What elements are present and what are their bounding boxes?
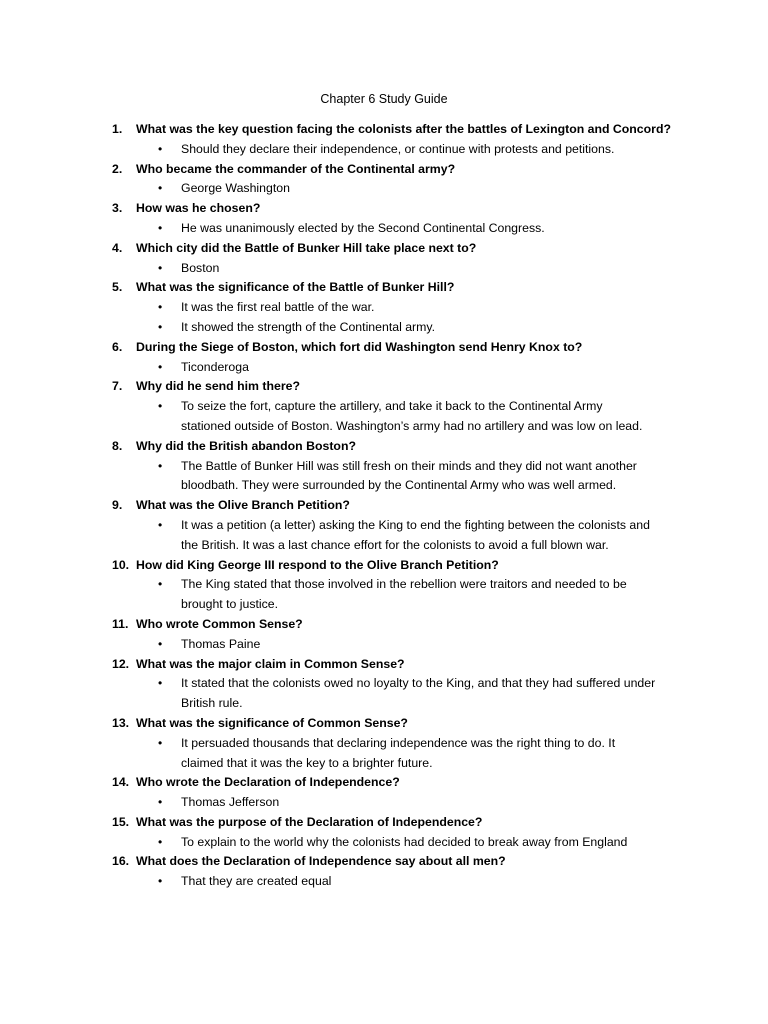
question-number: 6. [112, 339, 123, 354]
question-line [0, 852, 768, 872]
answer-item [0, 872, 768, 892]
question-item [0, 496, 768, 555]
bullet-icon: • [158, 359, 163, 374]
question-text: What was the significance of Common Sense? [136, 715, 408, 730]
answer-list [0, 793, 768, 813]
answer-text: It stated that the colonists owed no loyalty to the King, and that they had suffered under British rule. [181, 676, 656, 711]
answer-item [0, 734, 768, 774]
answer-item [0, 397, 768, 437]
question-number: 12. [112, 656, 130, 671]
question-line [0, 714, 768, 734]
question-text: During the Siege of Boston, which fort did Washington send Henry Knox to? [136, 339, 583, 354]
question-number: 2. [112, 161, 123, 176]
answer-list [0, 635, 768, 655]
question-number: 5. [112, 280, 123, 295]
bullet-icon: • [158, 220, 163, 235]
question-text: What was the Olive Branch Petition? [136, 498, 350, 513]
answer-text: Boston [181, 260, 220, 275]
answer-item [0, 457, 768, 497]
question-text: Why did the British abandon Boston? [136, 438, 356, 453]
question-line [0, 239, 768, 259]
answer-list [0, 833, 768, 853]
bullet-icon: • [158, 181, 163, 196]
question-item [0, 437, 768, 496]
answer-list [0, 179, 768, 199]
question-line [0, 120, 768, 140]
answer-list [0, 219, 768, 239]
question-line [0, 813, 768, 833]
question-item [0, 160, 768, 200]
question-text: Which city did the Battle of Bunker Hill take place next to? [136, 240, 477, 255]
answer-text: Thomas Jefferson [181, 795, 280, 810]
question-number: 14. [112, 775, 130, 790]
answer-item [0, 179, 768, 199]
bullet-icon: • [158, 399, 163, 414]
question-item [0, 120, 768, 160]
answer-list [0, 397, 768, 437]
question-text: What was the key question facing the colonists after the battles of Lexington and Concord? [136, 122, 671, 136]
question-text: What was the purpose of the Declaration of Independence? [136, 814, 483, 829]
question-line [0, 338, 768, 358]
question-text: Why did he send him there? [136, 379, 300, 394]
question-line [0, 437, 768, 457]
question-item [0, 714, 768, 773]
answer-item [0, 674, 768, 714]
answer-text: George Washington [181, 181, 290, 196]
answer-list [0, 140, 768, 160]
question-text: How was he chosen? [136, 201, 261, 216]
question-item [0, 655, 768, 714]
question-item [0, 239, 768, 279]
answer-text: Should they declare their independence, or continue with protests and petitions. [181, 141, 615, 156]
answer-list [0, 358, 768, 378]
answer-text: The King stated that those involved in the rebellion were traitors and needed to be brought to justice. [181, 577, 627, 612]
answer-item [0, 833, 768, 853]
answer-text: It was the first real battle of the war. [181, 300, 375, 315]
question-number: 16. [112, 854, 130, 869]
answer-item [0, 575, 768, 615]
question-line [0, 496, 768, 516]
question-number: 4. [112, 240, 123, 255]
question-text: What was the major claim in Common Sense? [136, 656, 405, 671]
question-line [0, 160, 768, 180]
question-number: 10. [112, 557, 130, 572]
question-number: 15. [112, 814, 130, 829]
answer-item [0, 318, 768, 338]
answer-list [0, 298, 768, 338]
answer-item [0, 358, 768, 378]
question-line [0, 377, 768, 397]
question-item [0, 377, 768, 436]
question-item [0, 338, 768, 378]
answer-text: It was a petition (a letter) asking the King to end the fighting between the colonists and the British. It was a last chance effort for the colonists to avoid a full blown war. [181, 517, 650, 552]
answer-list [0, 516, 768, 556]
question-text: What was the significance of the Battle of Bunker Hill? [136, 280, 455, 295]
answer-list [0, 734, 768, 774]
question-number: 7. [112, 379, 123, 394]
question-text: Who became the commander of the Continental army? [136, 161, 456, 176]
bullet-icon: • [158, 676, 163, 691]
bullet-icon: • [158, 517, 163, 532]
answer-text: It showed the strength of the Continental army. [181, 319, 436, 334]
answer-text: To explain to the world why the colonists had decided to break away from England [181, 834, 628, 849]
page-title: Chapter 6 Study Guide [320, 92, 448, 106]
question-number: 8. [112, 438, 123, 453]
answer-text: The Battle of Bunker Hill was still fresh on their minds and they did not want another bloodbath. They were surrounded by the Continental Army who was well armed. [181, 458, 637, 493]
question-item [0, 556, 768, 615]
answer-list [0, 575, 768, 615]
answer-item [0, 516, 768, 556]
question-number: 13. [112, 715, 130, 730]
bullet-icon: • [158, 458, 163, 473]
question-line [0, 556, 768, 576]
question-item [0, 813, 768, 853]
question-item [0, 199, 768, 239]
question-line [0, 773, 768, 793]
bullet-icon: • [158, 300, 163, 315]
bullet-icon: • [158, 577, 163, 592]
bullet-icon: • [158, 874, 163, 889]
answer-text: To seize the fort, capture the artillery, and take it back to the Continental Army stationed outside of Boston. Washington’s army had no artillery and was low on lead. [181, 399, 643, 433]
question-item [0, 615, 768, 655]
bullet-icon: • [158, 319, 163, 334]
answer-text: Ticonderoga [181, 359, 249, 374]
answer-list [0, 872, 768, 892]
question-item [0, 773, 768, 813]
answer-text: Thomas Paine [181, 636, 261, 651]
question-number: 1. [112, 122, 123, 136]
bullet-icon: • [158, 141, 163, 156]
question-list [0, 120, 768, 892]
question-text: Who wrote the Declaration of Independence? [136, 775, 400, 790]
answer-list [0, 674, 768, 714]
answer-text: He was unanimously elected by the Second Continental Congress. [181, 220, 545, 235]
answer-text: It persuaded thousands that declaring independence was the right thing to do. It claimed that it was the key to a brighter future. [181, 735, 616, 770]
bullet-icon: • [158, 834, 163, 849]
question-text: Who wrote Common Sense? [136, 616, 303, 631]
answer-item [0, 298, 768, 318]
question-line [0, 278, 768, 298]
question-item [0, 852, 768, 892]
bullet-icon: • [158, 735, 163, 750]
answer-list [0, 259, 768, 279]
question-number: 3. [112, 201, 123, 216]
answer-item [0, 793, 768, 813]
answer-text: That they are created equal [181, 874, 332, 889]
question-text: How did King George III respond to the Olive Branch Petition? [136, 557, 499, 572]
question-line [0, 615, 768, 635]
question-item [0, 278, 768, 337]
answer-item [0, 219, 768, 239]
answer-item [0, 140, 768, 160]
bullet-icon: • [158, 795, 163, 810]
answer-item [0, 259, 768, 279]
question-line [0, 199, 768, 219]
question-number: 9. [112, 498, 123, 513]
bullet-icon: • [158, 636, 163, 651]
question-number: 11. [112, 616, 129, 631]
question-line [0, 655, 768, 675]
answer-item [0, 635, 768, 655]
question-text: What does the Declaration of Independence say about all men? [136, 854, 506, 869]
answer-list [0, 457, 768, 497]
bullet-icon: • [158, 260, 163, 275]
